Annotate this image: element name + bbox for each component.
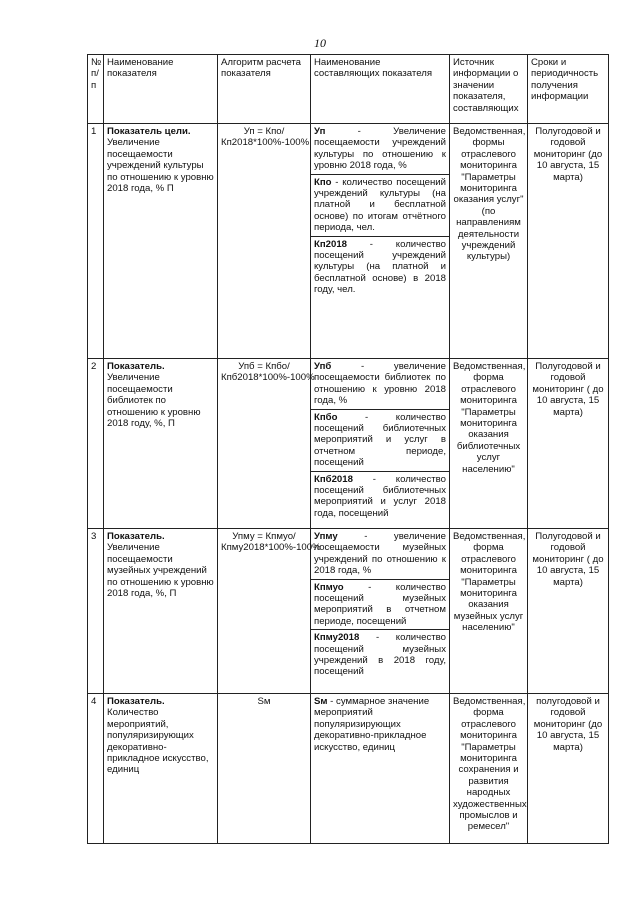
- component-item: [311, 472, 449, 522]
- component-item: [311, 124, 449, 175]
- component-term: Кпб2018: [314, 473, 353, 485]
- component-desc: - количество посещений музейных мероприятий в отчетном периоде, посещений: [314, 581, 446, 627]
- component-term: Кпо: [314, 176, 332, 188]
- algorithm: Sм: [218, 694, 311, 844]
- table-row: [88, 124, 609, 359]
- component-term: Упб: [314, 361, 332, 372]
- info-terms: Полугодовой и годовой мониторинг ( до 10 августа, 15 марта): [528, 359, 609, 529]
- info-terms: Полугодовой и годовой мониторинг ( до 10 августа, 15 марта): [528, 529, 609, 694]
- component-desc: - количество посещений музейных учреждений в 2018 году, посещений: [314, 632, 446, 678]
- component-item: [311, 359, 449, 410]
- component-desc: - Увеличение посещаемости учреждений культуры по отношению к уровню 2018 года, %: [314, 126, 446, 172]
- indicators-table: [87, 54, 609, 844]
- info-source: Ведомственная, форма отраслевого мониторинга "Параметры мониторинга сохранения и развития народных художественных промыслов и ремесел": [450, 694, 528, 844]
- component-item: [311, 694, 449, 755]
- row-num: 3: [88, 529, 104, 694]
- header-num: № п/п: [88, 55, 104, 124]
- info-source: Ведомственная, форма отраслевого мониторинга "Параметры мониторинга оказания библиотечных услуг населению": [450, 359, 528, 529]
- table-row: [88, 694, 609, 844]
- header-components: Наименование составляющих показателя: [311, 55, 450, 124]
- row-num: 1: [88, 124, 104, 359]
- header-terms: Сроки и периодичность получения информации: [528, 55, 609, 124]
- indicator-name-text: Количество мероприятий, популяризирующих декоративно-прикладное искусство, единиц: [107, 707, 209, 776]
- info-terms: Полугодовой и годовой мониторинг (до 10 августа, 15 марта): [528, 124, 609, 359]
- component-item: [311, 237, 449, 298]
- components-cell: [311, 694, 450, 844]
- component-term: Кпму2018: [314, 632, 360, 644]
- component-item: [311, 175, 449, 237]
- component-desc: - количество посещений учреждений культуры (на платной и бесплатной основе) в 2018 году, чел.: [314, 238, 446, 296]
- component-term: Sм: [314, 696, 328, 707]
- indicator-name-bold: Показатель.: [107, 531, 165, 542]
- component-desc: - количество посещений библиотечных мероприятий и услуг 2018 года, посещений: [314, 473, 446, 519]
- component-desc: - количество посещений учреждений культуры (на платной и бесплатной основе) по итогам отчётного периода, чел.: [314, 176, 446, 234]
- component-desc: - увеличение посещаемости музейных учреждений по отношению к 2018 года, %: [314, 531, 446, 577]
- row-num: 2: [88, 359, 104, 529]
- component-term: Кп2018: [314, 238, 347, 250]
- info-terms: полугодовой и годовой мониторинг (до 10 августа, 15 марта): [528, 694, 609, 844]
- components-cell: [311, 529, 450, 694]
- component-desc: - количество посещений библиотечных мероприятий и услуг в отчетном периоде, посещений: [314, 411, 446, 469]
- table-row: [88, 529, 609, 694]
- component-item: [311, 580, 449, 631]
- indicator-name-text: Увеличение посещаемости учреждений культуры по отношению к уровню 2018 года, % П: [107, 137, 214, 195]
- algorithm: Уп = Кпо/Кп2018*100%-100%: [218, 124, 311, 359]
- row-num: 4: [88, 694, 104, 844]
- components-cell: [311, 359, 450, 529]
- indicator-name-bold: Показатель.: [107, 361, 165, 372]
- component-term: Упму: [314, 531, 338, 542]
- info-source: Ведомственная, форма отраслевого мониторинга "Параметры мониторинга оказания музейных услуг населению": [450, 529, 528, 694]
- components-cell: [311, 124, 450, 359]
- component-term: Кпбо: [314, 411, 338, 423]
- component-desc: - увеличение посещаемости библиотек по отношению к уровню 2018 года, %: [314, 361, 446, 407]
- indicator-name-text: Увеличение посещаемости библиотек по отношению к уровню 2018 году, %, П: [107, 372, 201, 430]
- indicator-name-text: Увеличение посещаемости музейных учреждений по отношению к уровню 2018 года, %, П: [107, 542, 214, 600]
- table-row: [88, 359, 609, 529]
- algorithm: Упб = Кпбо/Кпб2018*100%-100%: [218, 359, 311, 529]
- header-source: Источник информации о значении показателя, составляющих: [450, 55, 528, 124]
- indicator-name-bold: Показатель цели.: [107, 126, 191, 137]
- table-header-row: [88, 55, 609, 124]
- algorithm: Упму = Кпмуо/Кпму2018*100%-100%: [218, 529, 311, 694]
- header-name: Наименование показателя: [104, 55, 218, 124]
- header-algorithm: Алгоритм расчета показателя: [218, 55, 311, 124]
- component-term: Кпмуо: [314, 581, 344, 593]
- indicator-name: [104, 359, 218, 529]
- page-number: 10: [314, 36, 326, 50]
- indicator-name-bold: Показатель.: [107, 696, 165, 707]
- info-source: Ведомственная, формы отраслевого мониторинга "Параметры мониторинга оказания услуг" (по направлениям деятельности учреждений культуры): [450, 124, 528, 359]
- component-item: [311, 529, 449, 580]
- indicator-name: [104, 694, 218, 844]
- component-desc: - суммарное значение мероприятий популяризирующих декоративно-прикладное искусство, единиц: [314, 696, 430, 753]
- component-item: [311, 410, 449, 472]
- component-item: [311, 630, 449, 680]
- indicator-name: [104, 529, 218, 694]
- indicator-name: [104, 124, 218, 359]
- component-term: Уп: [314, 126, 326, 137]
